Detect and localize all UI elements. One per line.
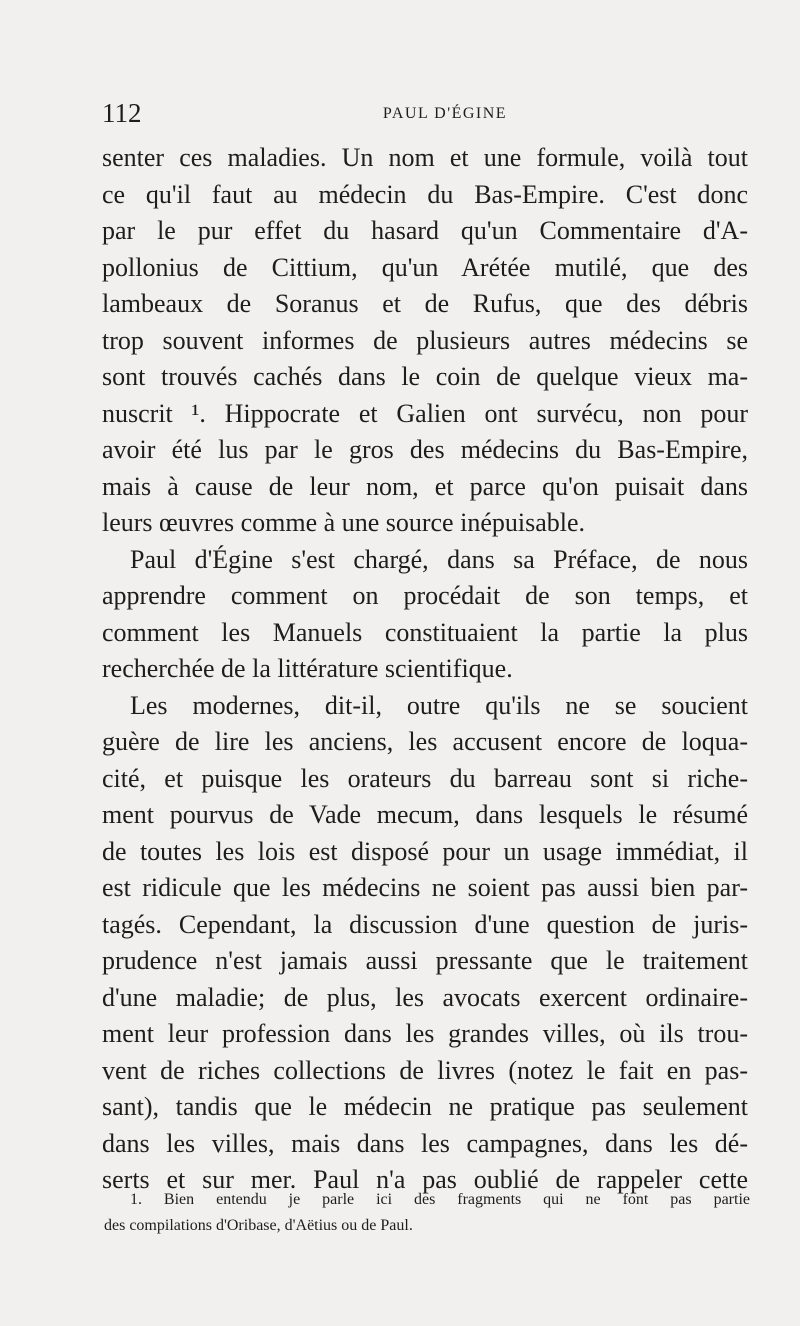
text-line: serts et sur mer. Paul n'a pas oublié de rappeler cette (102, 1165, 748, 1194)
text-line: de toutes les lois est disposé pour un usage immédiat, il (102, 836, 748, 866)
text-line: Les modernes, dit-il, outre qu'ils ne se soucient (130, 690, 748, 720)
text-line: sont trouvés cachés dans le coin de quelque vieux ma- (102, 362, 748, 391)
text-line: par le pur effet du hasard qu'un Commentaire d'A- (102, 216, 748, 245)
text-line: lambeaux de Soranus et de Rufus, que des débris (102, 289, 748, 318)
footnote (104, 1187, 750, 1239)
text-line: vent de riches collections de livres (notez le fait en pas- (102, 1055, 748, 1085)
text-line: tagés. Cependant, la discussion d'une question de juris- (102, 909, 748, 939)
text-line: prudence n'est jamais aussi pressante que le traitement (102, 946, 748, 975)
page-number: 112 (102, 98, 142, 128)
text-line: ment leur profession dans les grandes villes, où ils trou- (102, 1019, 748, 1048)
footnote-line: 1. Bien entendu je parle ici des fragments qui ne font pas partie (130, 1191, 750, 1208)
text-line: ce qu'il faut au médecin du Bas-Empire. C'est donc (102, 179, 748, 209)
text-line: recherchée de la littérature scientifique. (102, 654, 513, 683)
text-line: Paul d'Égine s'est chargé, dans sa Préface, de nous (130, 544, 748, 574)
text-line: nuscrit ¹. Hippocrate et Galien ont survécu, non pour (102, 398, 748, 428)
text-line: d'une maladie; de plus, les avocats exercent ordinaire- (102, 982, 748, 1012)
text-line: ment pourvus de Vade mecum, dans lesquels le résumé (102, 800, 748, 829)
text-line: cité, et puisque les orateurs du barreau sont si riche- (102, 763, 748, 793)
body-text (102, 140, 748, 1199)
footnote-line: des compilations d'Oribase, d'Aëtius ou de Paul. (104, 1217, 413, 1234)
text-line: guère de lire les anciens, les accusent encore de loqua- (102, 727, 748, 756)
text-line: senter ces maladies. Un nom et une formule, voilà tout (102, 143, 748, 172)
text-line: dans les villes, mais dans les campagnes, dans les dé- (102, 1128, 748, 1158)
text-line: leurs œuvres comme à une source inépuisable. (102, 508, 586, 537)
text-line: trop souvent informes de plusieurs autres médecins se (102, 325, 748, 355)
text-line: avoir été lus par le gros des médecins du Bas-Empire, (102, 435, 748, 464)
text-line: sant), tandis que le médecin ne pratique pas seulement (102, 1092, 748, 1121)
text-line: mais à cause de leur nom, et parce qu'on puisait dans (102, 471, 748, 501)
running-title: PAUL D'ÉGINE (382, 105, 508, 122)
text-line: pollonius de Cittium, qu'un Arétée mutilé, que des (102, 252, 748, 282)
text-line: est ridicule que les médecins ne soient pas aussi bien par- (102, 873, 748, 902)
text-line: apprendre comment on procédait de son temps, et (102, 581, 748, 610)
page-header (102, 98, 748, 134)
text-line: comment les Manuels constituaient la partie la plus (102, 617, 748, 647)
